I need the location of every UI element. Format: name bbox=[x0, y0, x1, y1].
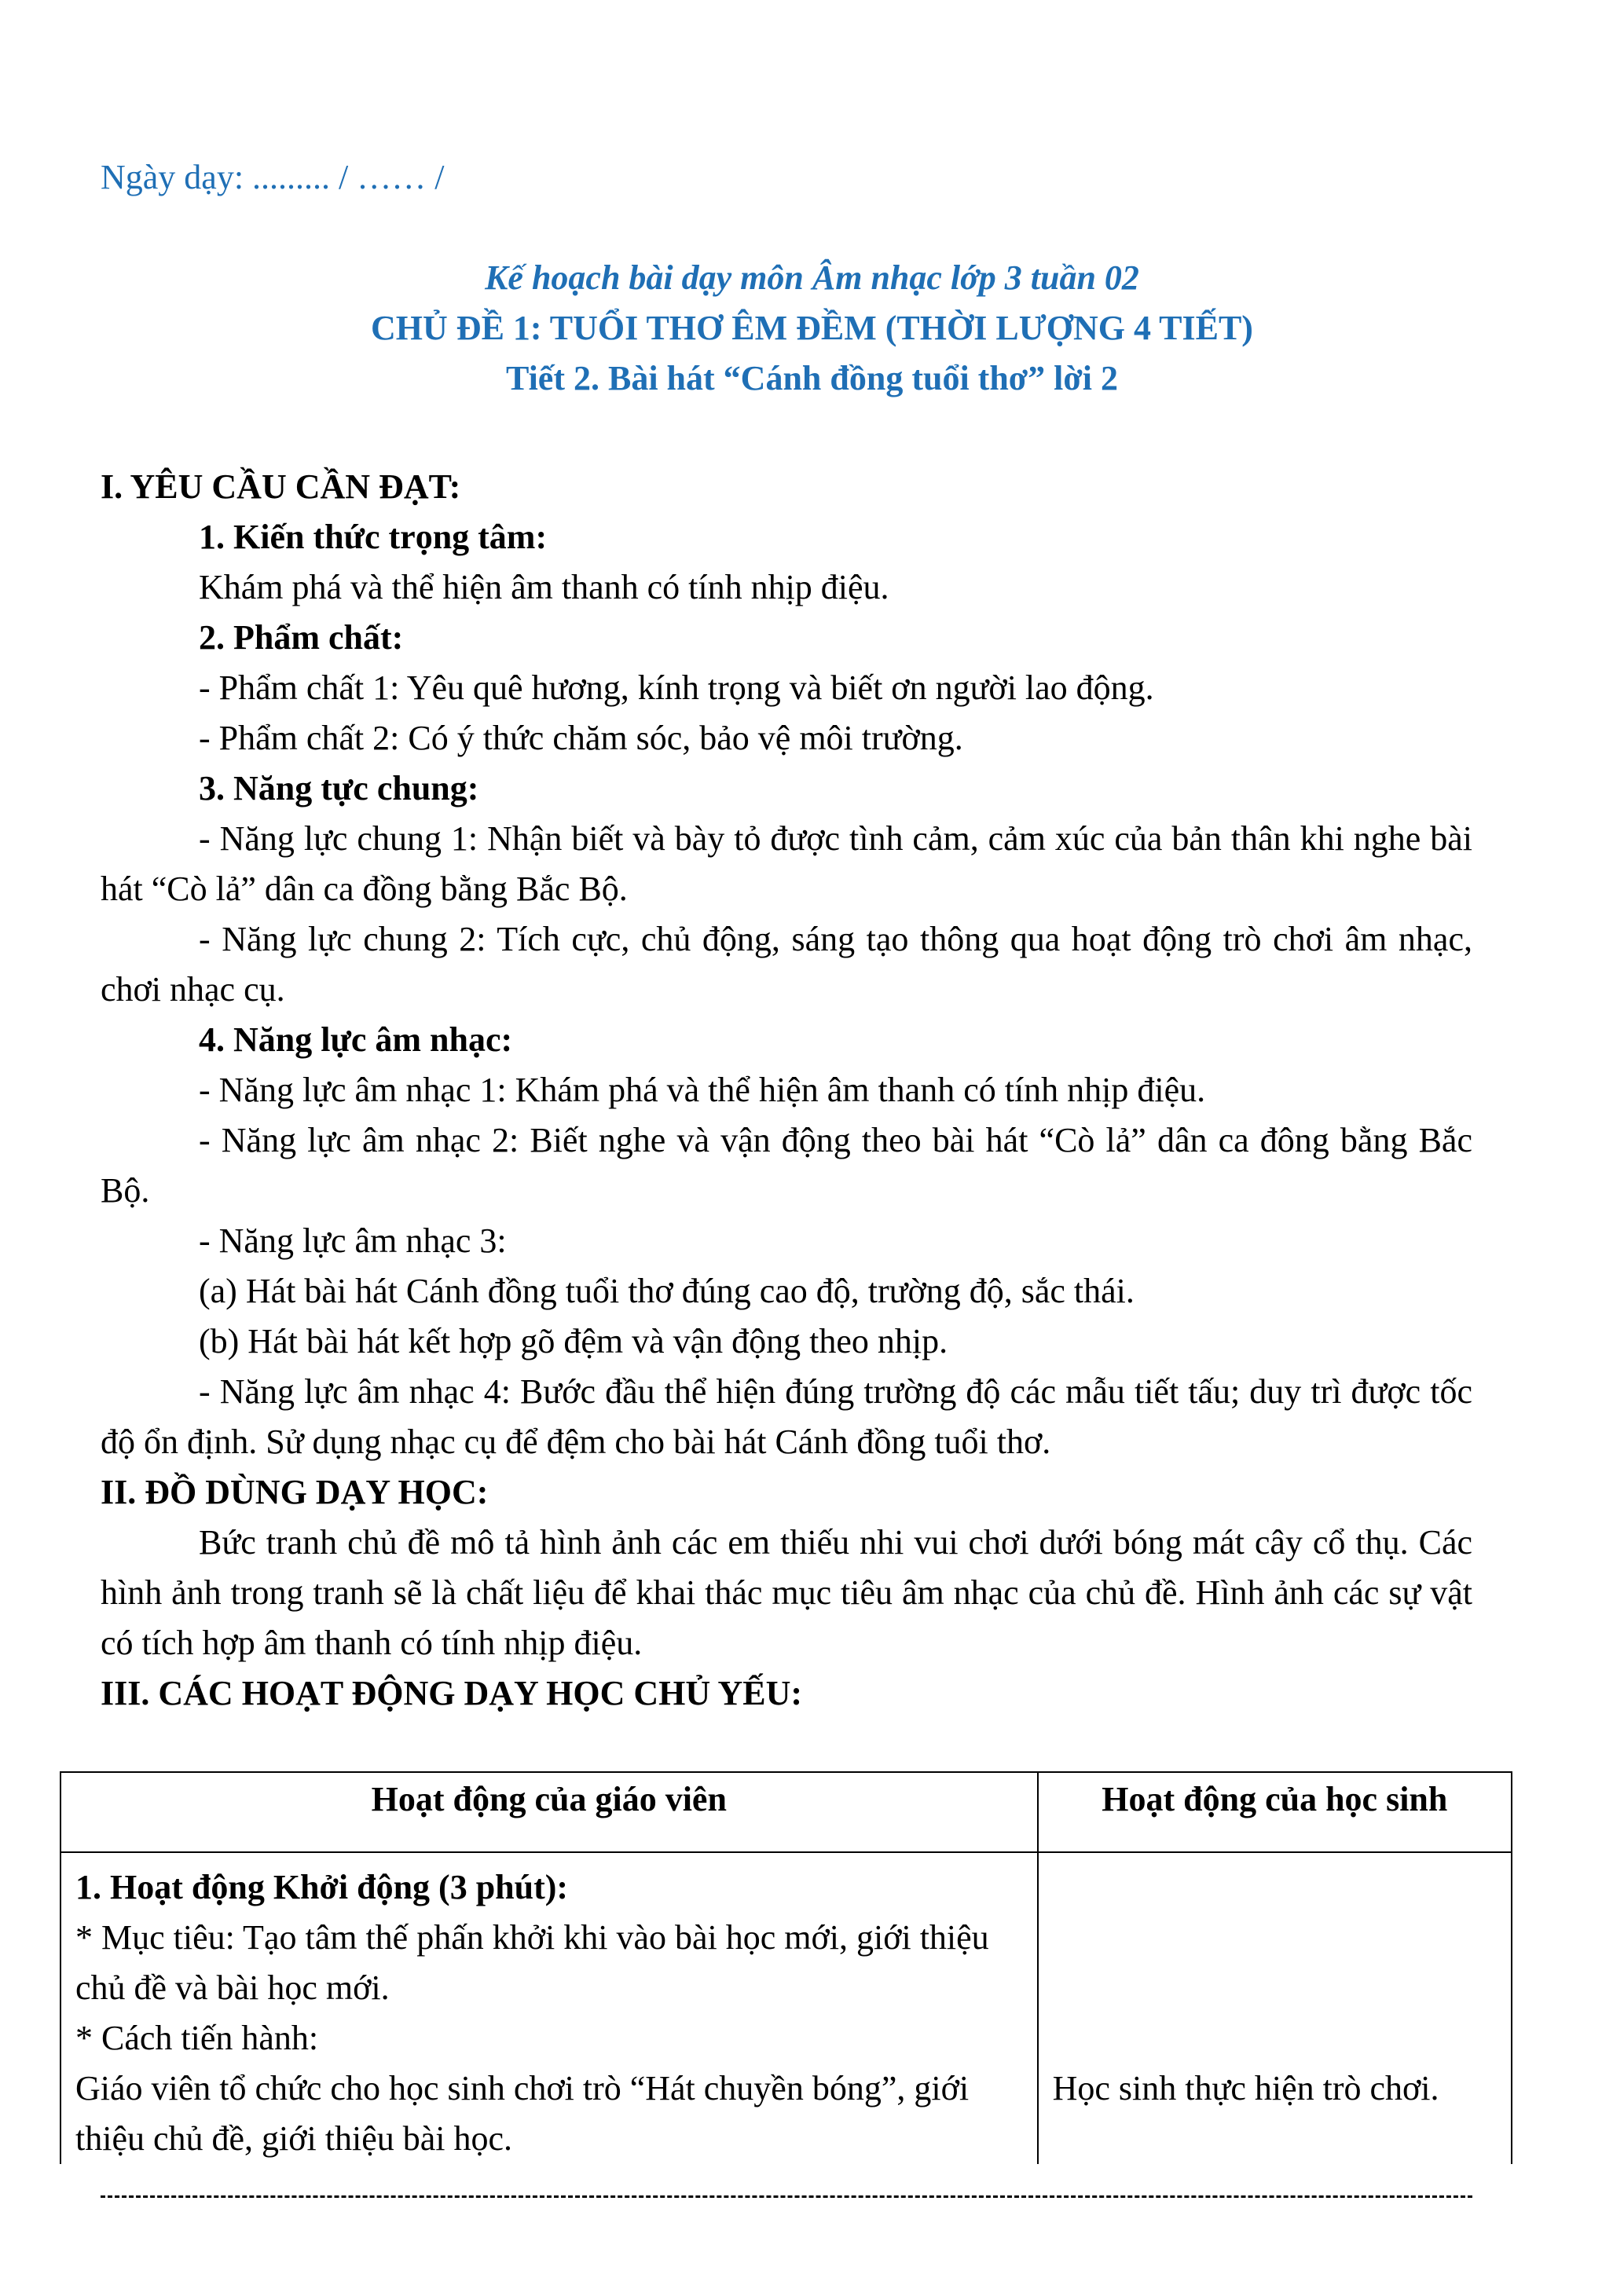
activities-table bbox=[60, 1771, 1512, 2164]
topic-heading: CHỦ ĐỀ 1: TUỔI THƠ ÊM ĐỀM (THỜI LƯỢNG 4 TIẾT) bbox=[371, 309, 1253, 347]
section-2-heading: II. ĐỒ DÙNG DẠY HỌC: bbox=[101, 1473, 489, 1511]
knowledge-heading: 1. Kiến thức trọng tâm: bbox=[199, 518, 548, 556]
activity-title: 1. Hoạt động Khởi động (3 phút): bbox=[75, 1868, 569, 1906]
music-competence-3b: (b) Hát bài hát kết hợp gõ đệm và vận động theo nhịp. bbox=[199, 1322, 948, 1360]
document-body bbox=[101, 462, 1472, 1719]
lesson-heading: Tiết 2. Bài hát “Cánh đồng tuổi thơ” lời 2 bbox=[506, 359, 1118, 397]
music-competence-3a: (a) Hát bài hát Cánh đồng tuổi thơ đúng cao độ, trường độ, sắc thái. bbox=[199, 1272, 1135, 1310]
activity-method-label: * Cách tiến hành: bbox=[75, 2019, 319, 2057]
activity-objective: * Mục tiêu: Tạo tâm thế phấn khởi khi vào bài học mới, giới thiệu chủ đề và bài học mới. bbox=[75, 1918, 989, 2007]
table-header-row bbox=[60, 1772, 1512, 1852]
general-competence-1: - Năng lực chung 1: Nhận biết và bày tỏ được tình cảm, cảm xúc của bản thân khi nghe bài hát “Cò lả” dân ca đồng bằng Bắc Bộ. bbox=[101, 819, 1472, 908]
teacher-column-header: Hoạt động của giáo viên bbox=[60, 1772, 1038, 1852]
lesson-plan-title: Kế hoạch bài dạy môn Âm nhạc lớp 3 tuần 02 bbox=[485, 258, 1139, 297]
student-action: Học sinh thực hiện trò chơi. bbox=[1052, 2069, 1439, 2107]
student-activity-cell bbox=[1038, 1852, 1512, 2164]
music-competence-1: - Năng lực âm nhạc 1: Khám phá và thể hiện âm thanh có tính nhịp điệu. bbox=[199, 1071, 1206, 1109]
general-competence-2: - Năng lực chung 2: Tích cực, chủ động, sáng tạo thông qua hoạt động trò chơi âm nhạc, chơi nhạc cụ. bbox=[101, 920, 1472, 1009]
music-competence-2: - Năng lực âm nhạc 2: Biết nghe và vận động theo bài hát “Cò lả” dân ca đông bằng Bắc Bộ. bbox=[101, 1121, 1472, 1210]
teaching-date-line: Ngày dạy: ......... / …… / bbox=[101, 158, 445, 196]
quality-heading: 2. Phẩm chất: bbox=[199, 618, 404, 657]
knowledge-text: Khám phá và thể hiện âm thanh có tính nhịp điệu. bbox=[199, 568, 889, 606]
music-competence-3: - Năng lực âm nhạc 3: bbox=[199, 1221, 507, 1260]
teacher-activity-cell bbox=[60, 1852, 1038, 2164]
general-competence-heading: 3. Năng tực chung: bbox=[199, 769, 479, 807]
music-competence-heading: 4. Năng lực âm nhạc: bbox=[199, 1020, 513, 1059]
teacher-action: Giáo viên tổ chức cho học sinh chơi trò “Hát chuyền bóng”, giới thiệu chủ đề, giới thiệu bài học. bbox=[75, 2069, 970, 2158]
table-row bbox=[60, 1852, 1512, 2164]
teaching-materials-text: Bức tranh chủ đề mô tả hình ảnh các em thiếu nhi vui chơi dưới bóng mát cây cổ thụ. Các hình ảnh trong tranh sẽ là chất liệu để khai thác mục tiêu âm nhạc của chủ đề. Hình ảnh các sự vật có tích hợp âm thanh có tính nhịp điệu. bbox=[101, 1523, 1472, 1662]
music-competence-4: - Năng lực âm nhạc 4: Bước đầu thể hiện đúng trường độ các mẫu tiết tấu; duy trì được tốc độ ổn định. Sử dụng nhạc cụ để đệm cho bài hát Cánh đồng tuổi thơ. bbox=[101, 1372, 1472, 1461]
section-3-heading: III. CÁC HOẠT ĐỘNG DẠY HỌC CHỦ YẾU: bbox=[101, 1674, 803, 1712]
page-break-divider bbox=[101, 2195, 1472, 2198]
student-column-header: Hoạt động của học sinh bbox=[1038, 1772, 1512, 1852]
quality-item-1: - Phẩm chất 1: Yêu quê hương, kính trọng và biết ơn người lao động. bbox=[199, 668, 1154, 707]
quality-item-2: - Phẩm chất 2: Có ý thức chăm sóc, bảo vệ môi trường. bbox=[199, 719, 963, 757]
section-1-heading: I. YÊU CẦU CẦN ĐẠT: bbox=[101, 467, 461, 506]
